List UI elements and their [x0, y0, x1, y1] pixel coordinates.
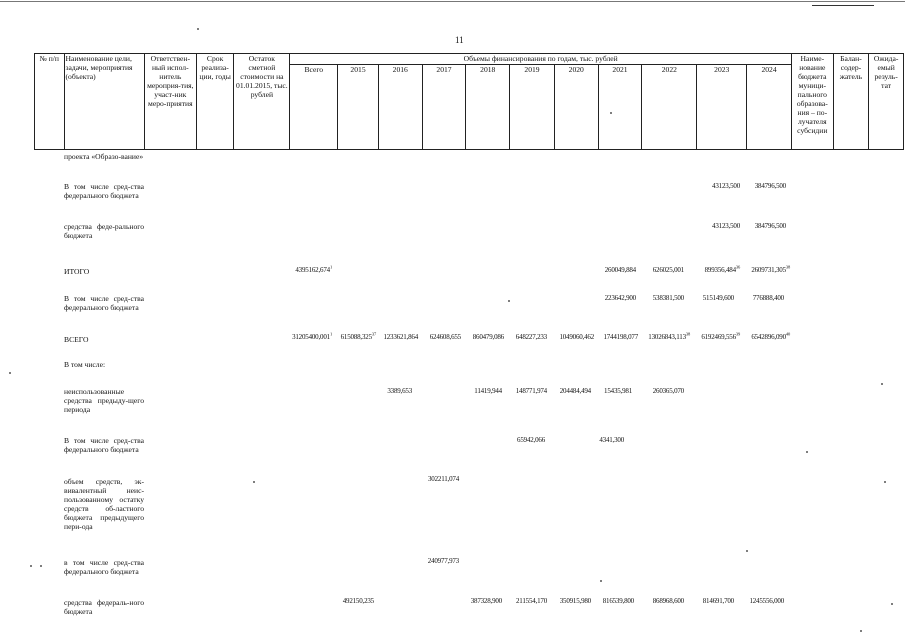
year-header-2019: 2019: [510, 65, 555, 150]
cell-value: 538381,500: [652, 294, 684, 302]
year-header-total: Всего: [290, 65, 338, 150]
year-header-2015: 2015: [338, 65, 379, 150]
cell-value: 43123,500: [712, 182, 740, 190]
col-header-financing: Объемы финансирования по годам, тыс. рублей: [290, 54, 792, 65]
financing-table-header: [34, 53, 904, 150]
cell-value: 302211,074: [428, 475, 459, 483]
row-label: В том числе сред-ства федерального бюджета: [64, 182, 144, 200]
cell-value: 65942,066: [517, 436, 545, 444]
cell-value: 223642,900: [604, 294, 636, 302]
row-label: неиспользованные средства предыду-щего периода: [64, 387, 144, 414]
cell-value: 4395162,674$^1$: [295, 264, 332, 274]
cell-value: 148771,974: [515, 387, 547, 395]
scan-speck: [30, 565, 32, 567]
cell-value: 240977,973: [427, 557, 459, 565]
scan-speck: [884, 481, 886, 483]
scan-speck: [610, 112, 612, 114]
row-label: средства федераль-ного бюджета: [64, 598, 144, 616]
cell-value: 899356,484$^{36}$: [704, 264, 740, 274]
cell-value: 776888,400: [752, 294, 784, 302]
col-header-responsible: Ответствен-ный испол-нитель мероприя-тия, участ-ник меро-приятия: [144, 54, 196, 150]
scan-speck: [253, 481, 255, 483]
cell-value: 492150,235: [342, 597, 374, 605]
cell-value: 43123,500: [712, 222, 740, 230]
cell-value: 384796,500: [754, 182, 786, 190]
scan-speck: [881, 383, 883, 385]
cell-value: 204484,494: [559, 387, 591, 395]
cell-value: 814691,700: [702, 597, 734, 605]
cell-value: 350915,980: [559, 597, 591, 605]
row-label: В том числе сред-ства федерального бюджета: [64, 436, 144, 454]
cell-value: 648227,233: [515, 333, 547, 341]
year-header-2023: 2023: [697, 65, 747, 150]
row-label: В том числе сред-ства федерального бюджета: [64, 294, 144, 312]
top-border-line: [0, 1, 905, 2]
col-header-holder: Балан-содер-жатель: [833, 54, 869, 150]
cell-value: 1245556,000: [749, 597, 784, 605]
row-label-vsego: ВСЕГО: [64, 335, 89, 344]
cell-value: 13026843,113$^{38}$: [648, 331, 690, 341]
year-header-2018: 2018: [466, 65, 510, 150]
cell-value: 1049060,462: [559, 333, 594, 341]
scan-speck: [508, 300, 510, 302]
scan-speck: [197, 28, 199, 30]
scan-speck: [860, 630, 862, 632]
cell-value: 31205400,001$^1$: [292, 331, 332, 341]
row-label: В том числе:: [64, 360, 106, 369]
cell-value: 816539,800: [602, 597, 634, 605]
scan-speck: [600, 580, 602, 582]
scan-speck: [40, 565, 42, 567]
col-header-name: Наименование цели, задачи, мероприятия (объекта): [64, 54, 144, 150]
year-header-2024: 2024: [747, 65, 792, 150]
col-header-result: Ожида-емый резуль-тат: [869, 54, 904, 150]
cell-value: 615088,325$^{37}$: [340, 331, 376, 341]
cell-value: 15435,981: [604, 387, 632, 395]
scan-speck: [746, 550, 748, 552]
row-label: проекта «Образо-вание»: [64, 152, 144, 161]
cell-value: 260365,070: [652, 387, 684, 395]
year-header-2017: 2017: [422, 65, 466, 150]
row-label: средства феде-рального бюджета: [64, 222, 144, 240]
cell-value: 6542896,090$^{40}$: [751, 331, 790, 341]
cell-value: 868968,600: [652, 597, 684, 605]
cell-value: 3389,653: [387, 387, 412, 395]
year-header-2020: 2020: [554, 65, 598, 150]
page-number: 11: [455, 35, 464, 45]
cell-value: 860479,086: [472, 333, 504, 341]
scan-speck: [9, 372, 11, 374]
cell-value: 4341,300: [599, 436, 624, 444]
row-label: объем средств, эк-вивалентный неис-пользованному остатку средств об-ластного бюджета предыдущего пери-ода: [64, 477, 144, 531]
cell-value: 387328,900: [470, 597, 502, 605]
cell-value: 626025,001: [652, 266, 684, 274]
year-header-2021: 2021: [598, 65, 642, 150]
cell-value: 6192469,556$^{39}$: [701, 331, 740, 341]
year-header-2016: 2016: [378, 65, 422, 150]
cell-value: 624608,655: [429, 333, 461, 341]
row-label: в том числе сред-ства федерального бюджета: [64, 558, 144, 576]
top-right-rule: [812, 5, 874, 6]
col-header-remaining: Остаток сметной стоимости на 01.01.2015, тыс. рублей: [234, 54, 290, 150]
cell-value: 1233621,864: [383, 333, 418, 341]
cell-value: 1744198,077: [603, 333, 638, 341]
year-header-2022: 2022: [642, 65, 697, 150]
col-header-number: № п/п: [35, 54, 65, 150]
scan-speck: [891, 603, 893, 605]
col-header-period: Срок реализа-ции, годы: [196, 54, 234, 150]
cell-value: 11419,944: [474, 387, 502, 395]
scan-speck: [806, 451, 808, 453]
cell-value: 260049,884: [604, 266, 636, 274]
cell-value: 211554,170: [516, 597, 547, 605]
cell-value: 2609731,305$^{38}$: [751, 264, 790, 274]
row-label-itogo: ИТОГО: [64, 267, 90, 276]
col-header-municipality: Наиме-нование бюджета муници-пального образова-ния – по-лучателя субсидии: [791, 54, 833, 150]
cell-value: 515149,600: [702, 294, 734, 302]
cell-value: 384796,500: [754, 222, 786, 230]
